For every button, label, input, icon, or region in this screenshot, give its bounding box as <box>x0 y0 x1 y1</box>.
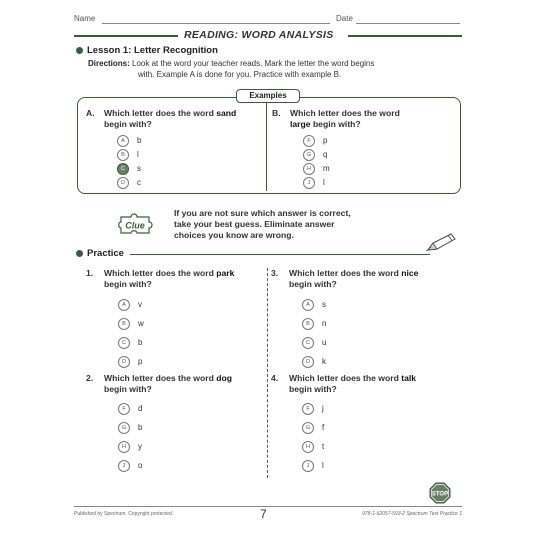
option-text: s <box>137 164 141 173</box>
date-label: Date <box>336 14 353 23</box>
option-text: b <box>138 423 143 432</box>
option-text: k <box>322 357 326 366</box>
option-text: n <box>322 319 327 328</box>
answer-bubble[interactable]: F <box>302 403 314 415</box>
footer-isbn: 978-1-62057-593-2 Spectrum Test Practice 1 <box>362 511 462 517</box>
question-prompt: Which letter does the word <box>104 373 214 383</box>
question-number: 1. <box>86 268 94 278</box>
date-line <box>356 23 460 24</box>
answer-bubble[interactable]: G <box>302 422 314 434</box>
footer-publisher: Published by Spectrum. Copyright protected. <box>74 511 174 517</box>
option-text: s <box>322 300 326 309</box>
answer-bubble[interactable]: A <box>118 299 130 311</box>
answer-bubble[interactable]: B <box>118 318 130 330</box>
pencil-icon <box>424 232 458 254</box>
option-text: y <box>138 442 142 451</box>
answer-bubble[interactable]: C <box>302 337 314 349</box>
example-b-word: large <box>290 119 311 129</box>
example-b-prompt-end: begin with? <box>312 119 361 129</box>
answer-bubble[interactable]: C <box>118 337 130 349</box>
example-a-prompt: Which letter does the word <box>104 108 214 118</box>
answer-bubble[interactable]: D <box>118 356 130 368</box>
answer-bubble[interactable]: G <box>118 422 130 434</box>
footer-rule <box>74 506 462 507</box>
title-bar <box>74 29 462 41</box>
option-text: m <box>323 164 330 173</box>
page-number: 7 <box>260 507 267 521</box>
answer-bubble[interactable]: H <box>118 441 130 453</box>
question-number: 2. <box>86 373 94 383</box>
option-text: c <box>137 178 141 187</box>
example-b-prompt: Which letter does the word <box>290 108 400 118</box>
question-word: dog <box>216 373 232 383</box>
practice-rule <box>130 254 430 255</box>
question-3 <box>271 268 456 292</box>
clue-line3: choices you know are wrong. <box>174 230 294 240</box>
example-a-question <box>86 108 256 132</box>
answer-bubble[interactable]: J <box>303 177 315 189</box>
bullet-icon <box>76 250 83 257</box>
option-text: t <box>322 442 325 451</box>
examples-divider <box>266 101 267 191</box>
answer-bubble[interactable]: F <box>303 135 315 147</box>
question-prompt-end: begin with? <box>104 384 152 394</box>
clue-puzzle-icon <box>118 212 154 236</box>
name-label: Name <box>74 14 96 23</box>
answer-bubble[interactable]: A <box>302 299 314 311</box>
answer-bubble[interactable]: H <box>303 163 315 175</box>
answer-bubble[interactable]: F <box>118 403 130 415</box>
name-line <box>102 23 330 24</box>
question-4 <box>271 373 456 397</box>
option-text: f <box>322 423 325 432</box>
clue-line1: If you are not sure which answer is correct, <box>174 208 351 218</box>
answer-bubble[interactable]: B <box>117 149 129 161</box>
question-word: park <box>216 268 235 278</box>
question-number: 4. <box>271 373 279 383</box>
question-word: talk <box>401 373 417 383</box>
option-text: j <box>322 404 324 413</box>
option-text: p <box>323 136 328 145</box>
option-text: v <box>138 300 142 309</box>
bullet-icon <box>76 47 83 54</box>
answer-bubble[interactable]: A <box>117 135 129 147</box>
worksheet-header <box>74 14 462 28</box>
worksheet-page <box>74 0 462 540</box>
answer-bubble[interactable]: G <box>303 149 315 161</box>
question-prompt: Which letter does the word <box>289 268 399 278</box>
question-prompt-end: begin with? <box>104 279 152 289</box>
stop-label: STOP <box>431 491 449 498</box>
answer-bubble[interactable]: B <box>302 318 314 330</box>
answer-bubble[interactable]: H <box>302 441 314 453</box>
example-b-question <box>272 108 457 132</box>
question-prompt-end: begin with? <box>289 384 337 394</box>
option-text: p <box>138 357 143 366</box>
answer-bubble[interactable]: D <box>302 356 314 368</box>
practice-title: Practice <box>87 248 124 259</box>
example-a-number: A. <box>86 108 95 118</box>
option-text: w <box>138 319 144 328</box>
answer-bubble-filled[interactable]: C <box>117 163 129 175</box>
answer-bubble[interactable]: J <box>118 460 130 472</box>
example-a-word: sand <box>216 108 237 118</box>
lesson-title: Lesson 1: Letter Recognition <box>87 45 218 56</box>
option-text: o <box>138 461 143 470</box>
example-a-prompt-end: begin with? <box>104 119 152 129</box>
clue-text <box>174 208 424 241</box>
option-text: q <box>323 150 328 159</box>
directions <box>88 58 460 80</box>
directions-line2: with. Example A is done for you. Practice with example B. <box>138 70 342 79</box>
question-prompt: Which letter does the word <box>289 373 399 383</box>
example-b-number: B. <box>272 108 281 118</box>
option-text: u <box>322 338 327 347</box>
page-title: READING: WORD ANALYSIS <box>184 29 334 41</box>
question-2 <box>86 373 261 397</box>
clue-line2: take your best guess. Eliminate answer <box>174 219 335 229</box>
answer-bubble[interactable]: J <box>302 460 314 472</box>
question-prompt: Which letter does the word <box>104 268 214 278</box>
title-rule-right <box>348 35 462 37</box>
practice-heading <box>76 248 124 259</box>
practice-divider <box>267 268 268 478</box>
option-text: l <box>137 150 139 159</box>
option-text: l <box>322 461 324 470</box>
clue-badge-text: Clue <box>125 220 145 231</box>
question-word: nice <box>401 268 419 278</box>
question-number: 3. <box>271 268 279 278</box>
directions-line1: Look at the word your teacher reads. Mark the letter the word begins <box>132 59 375 68</box>
option-text: d <box>138 404 143 413</box>
question-1 <box>86 268 261 292</box>
answer-bubble[interactable]: D <box>117 177 129 189</box>
title-rule-left <box>74 35 178 37</box>
question-prompt-end: begin with? <box>289 279 337 289</box>
option-text: l <box>323 178 325 187</box>
examples-label: Examples <box>236 89 300 103</box>
option-text: b <box>137 136 142 145</box>
lesson-heading <box>76 45 218 56</box>
directions-label: Directions: <box>88 59 130 68</box>
stop-sign-icon <box>429 482 451 504</box>
option-text: b <box>138 338 143 347</box>
